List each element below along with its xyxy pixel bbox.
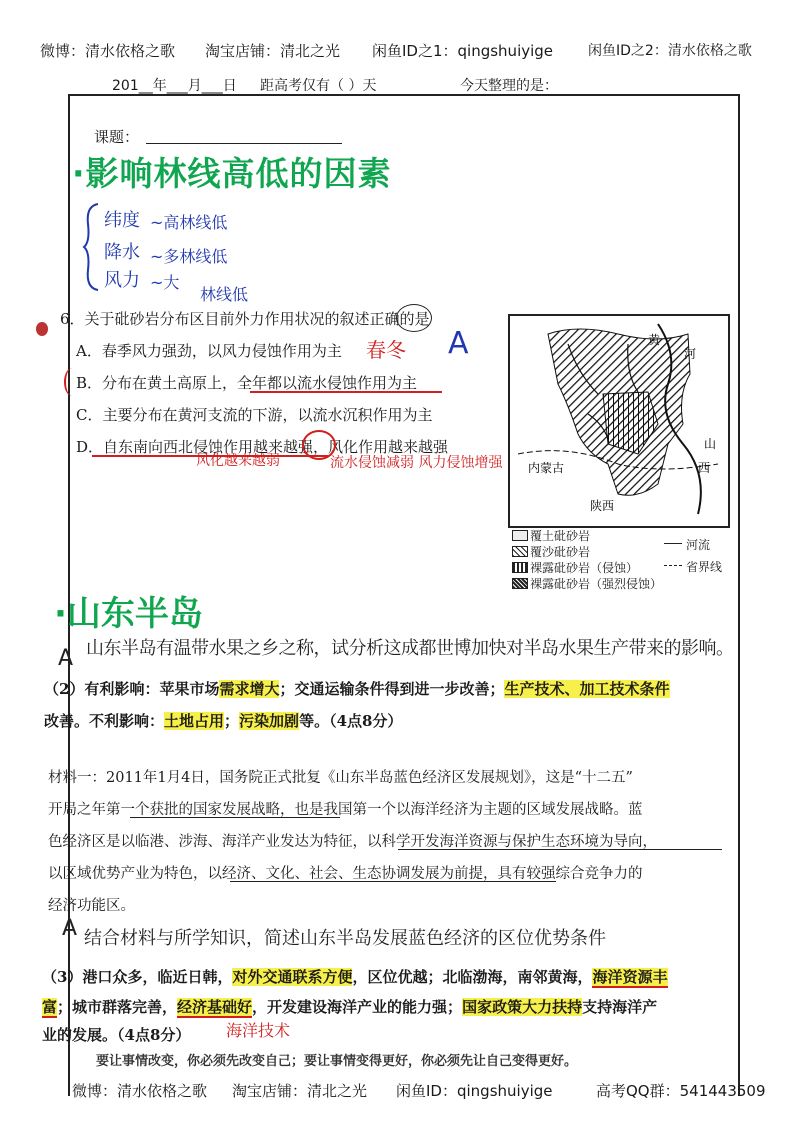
note-item-rainfall-effect: ~多林线低 xyxy=(150,247,228,266)
answer3-line1-mid: ，区位优越；北临渤海，南邻黄海， xyxy=(352,968,593,986)
answer2-line1-pre: （2）有利影响：苹果市场 xyxy=(44,680,220,698)
a-mark-2: A xyxy=(58,646,74,671)
underline-material-3 xyxy=(130,817,340,818)
answer3-highlight-ocean: 海洋资源丰 xyxy=(592,968,668,986)
map-label-shan: 山 xyxy=(704,437,717,451)
note-item-wind-effect: ~大 xyxy=(150,273,180,292)
footer-taobao: 淘宝店铺：清北之光 xyxy=(232,1082,368,1100)
note-ocean-tech: 海洋技术 xyxy=(226,1021,291,1040)
material-line-2: 开局之年第一个获批的国家发展战略，也是我国第一个以海洋经济为主题的区域发展战略。蓝 xyxy=(48,802,643,818)
answer3-highlight-rich: 富 xyxy=(42,998,58,1016)
answer3-line1 xyxy=(42,966,668,987)
material-line-5: 经济功能区。 xyxy=(48,898,135,914)
answer3-line1-pre: （3）港口众多，临近日韩， xyxy=(42,968,233,986)
answer3-line2-post: 支持海洋产 xyxy=(582,998,658,1016)
legend-swatch-1 xyxy=(512,530,528,541)
answer-mark: A xyxy=(448,326,469,361)
motto: 要让事情改变，你必须先改变自己；要让事情变得更好，你必须先让自己变得更好。 xyxy=(96,1054,578,1069)
answer2-highlight-land: 土地占用 xyxy=(164,712,225,730)
date-field: 201__年___月___日 xyxy=(112,78,237,94)
answer2-highlight-demand: 需求增大 xyxy=(219,680,280,698)
red-underline-b xyxy=(250,391,442,393)
note-item-latitude-effect: ~高林线低 xyxy=(150,213,228,232)
legend-item-3: 裸露砒砂岩（侵蚀） xyxy=(530,561,639,575)
footer-xianyu: 闲鱼ID：qingshuiyige xyxy=(396,1082,553,1100)
notes-title-forest-line: ·影响林线高低的因素 xyxy=(72,154,392,193)
answer2-line1-mid: ；交通运输条件得到进一步改善； xyxy=(279,680,505,698)
material-line-1: 材料一：2011年1月4日，国务院正式批复《山东半岛蓝色经济区发展规划》，这是“十二五” xyxy=(48,770,633,786)
map-label-xi: 西 xyxy=(698,461,711,475)
legend-item-2: 覆沙砒砂岩 xyxy=(530,545,591,559)
brace-mark xyxy=(82,202,102,292)
material-line-3: 色经济区是以临港、涉海、海洋产业发达为特征，以科学开发海洋资源与保护生态环境为导向， xyxy=(48,834,657,850)
map-label-he: 河 xyxy=(684,347,697,361)
legend-swatch-3 xyxy=(512,562,528,573)
answer2-highlight-pollution: 污染加剧 xyxy=(239,712,300,730)
answer2-line2-mid: ； xyxy=(224,712,240,730)
answer2-highlight-tech: 生产技术、加工技术条件 xyxy=(504,680,670,698)
question6-option-a: A．春季风力强劲，以风力侵蚀作用为主 xyxy=(76,342,342,360)
circle-mark xyxy=(396,304,432,332)
pisha-rock-map xyxy=(508,314,730,528)
question6-option-c: C．主要分布在黄河支流的下游，以流水沉积作用为主 xyxy=(76,406,433,424)
legend-river: 河流 xyxy=(686,538,711,552)
legend-swatch-2 xyxy=(512,546,528,557)
footer-weibo: 微博：清水依格之歌 xyxy=(72,1082,208,1100)
note-item-latitude: 纬度 xyxy=(104,210,140,231)
legend-border-line xyxy=(664,565,682,566)
a-mark-3: A xyxy=(62,916,78,941)
question6-option-d: D．自东南向西北侵蚀作用越来越强，风化作用越来越强 xyxy=(76,438,449,456)
map-label-huang: 黄 xyxy=(648,333,661,347)
footer-qq: 高考QQ群：541443509 xyxy=(596,1082,766,1100)
legend-item-4: 裸露砒砂岩（强烈侵蚀） xyxy=(530,577,663,591)
answer3-line2-mid: ，开发建设海洋产业的能力强； xyxy=(252,998,463,1016)
handwritten-question-2: 山东半岛有温带水果之乡之称，试分析这成都世博加快对半岛水果生产带来的影响。 xyxy=(86,638,734,659)
note-option-d-1: 风化越来越弱 xyxy=(196,453,280,469)
answer3-highlight-policy: 国家政策大力扶持 xyxy=(462,998,583,1016)
answer2-line2-post: 等。（4点8分） xyxy=(299,712,403,730)
header-taobao: 淘宝店铺：清北之光 xyxy=(205,42,341,60)
note-option-a: 春冬 xyxy=(366,338,406,362)
material-line-4: 以区域优势产业为特色，以经济、文化、社会、生态协调发展为前提，具有较强综合竞争力的 xyxy=(48,866,643,882)
header-xianyu2: 闲鱼ID之2：清水依格之歌 xyxy=(588,43,752,59)
today-label: 今天整理的是： xyxy=(460,78,558,94)
answer3-line2 xyxy=(42,996,657,1017)
note-item-rainfall: 降水 xyxy=(104,242,140,263)
question6-stem: 6．关于砒砂岩分布区目前外力作用状况的叙述正确的是 xyxy=(60,310,430,328)
answer2-line2-pre: 改善。不利影响： xyxy=(44,712,165,730)
handwritten-question-3: 结合材料与所学知识，简述山东半岛发展蓝色经济的区位优势条件 xyxy=(84,928,606,949)
question6-option-b: B．分布在黄土高原上，全年都以流水侵蚀作用为主 xyxy=(76,374,418,392)
red-bracket-mark xyxy=(64,368,80,396)
countdown-field: 距高考仅有（ ）天 xyxy=(260,78,377,94)
answer2-line1 xyxy=(44,678,670,699)
answer3-highlight-transport: 对外交通联系方便 xyxy=(232,968,353,986)
legend-item-1: 覆土砒砂岩 xyxy=(530,529,591,543)
map-label-neimenggu: 内蒙古 xyxy=(528,461,565,475)
underline-material-3b xyxy=(398,849,722,850)
header-xianyu1: 闲鱼ID之1：qingshuiyige xyxy=(372,42,554,60)
answer2-line2 xyxy=(44,710,402,731)
note-item-wind: 风力 xyxy=(104,270,140,291)
notes-title-shandong: ·山东半岛 xyxy=(54,594,203,634)
answer3-line3: 业的发展。（4点8分） xyxy=(42,1026,191,1044)
legend-border: 省界线 xyxy=(686,560,723,574)
map-label-shaanxi: 陕西 xyxy=(590,499,615,513)
answer3-line2-pre: ；城市群落完善， xyxy=(57,998,178,1016)
red-dot-mark xyxy=(36,322,48,336)
legend-river-line xyxy=(664,543,682,544)
answer3-highlight-economy: 经济基础好 xyxy=(177,998,253,1016)
underline-material-4 xyxy=(230,881,556,882)
legend-swatch-4 xyxy=(512,578,528,589)
header-weibo: 微博：清水依格之歌 xyxy=(40,42,176,60)
note-item-wind-effect-2: 林线低 xyxy=(200,285,249,304)
topic-label: 课题： xyxy=(94,128,140,146)
topic-underline xyxy=(146,143,342,144)
note-option-d-2: 流水侵蚀减弱 风力侵蚀增强 xyxy=(330,455,503,471)
